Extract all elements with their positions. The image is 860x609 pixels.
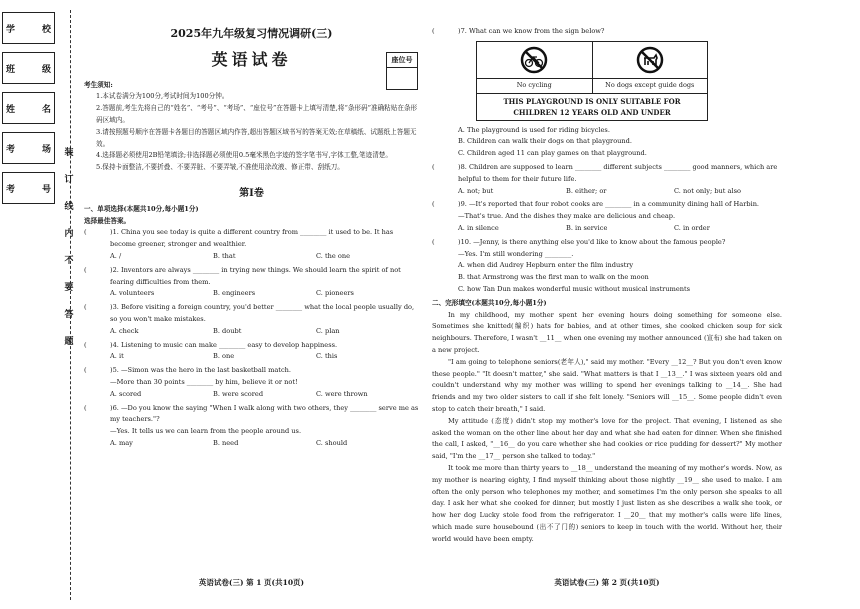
playground-sign — [476, 41, 708, 121]
question-options — [84, 251, 419, 263]
option[interactable]: A. check — [110, 326, 139, 335]
question-line: —Yes. I'm still wondering ________. — [458, 249, 574, 258]
note-item: 2.答题前,考生先将自己的“姓名”、“考号”、“考场”、“座位号”在答题卡上填写清楚,将“条形码”准确粘贴在条形码区域内。 — [96, 104, 418, 124]
info-row — [3, 173, 55, 204]
question — [432, 199, 782, 234]
option[interactable]: B. one — [213, 352, 235, 361]
question — [84, 340, 419, 364]
option[interactable]: C. plan — [316, 326, 340, 335]
info-row — [3, 53, 55, 84]
no-dogs-icon — [593, 42, 708, 78]
spacer — [3, 44, 55, 53]
question-stem: )2. Inventors are always ________ in trying new things. We should learn the spirit of not fearing difficulties from them. — [110, 265, 401, 286]
option[interactable]: A. scored — [110, 389, 142, 398]
questions-left — [84, 227, 419, 449]
option[interactable]: C. pioneers — [316, 289, 354, 298]
question-row — [84, 265, 419, 289]
option[interactable]: A. when did Audrey Hepburn enter the film industry — [458, 261, 634, 270]
question-stem: )4. Listening to music can make ________ easy to develop happiness. — [110, 340, 338, 349]
option[interactable]: C. Children aged 11 can play games on that playground. — [458, 149, 647, 158]
option[interactable]: A. in silence — [458, 223, 499, 232]
spacer — [3, 84, 55, 93]
sign-label-dogs: No dogs except guide dogs — [605, 80, 695, 89]
question-stem: )3. Before visiting a foreign country, you'd better ________ what the local people usually do, so you won't make mistakes. — [110, 303, 415, 323]
answer-bracket[interactable]: ( — [84, 303, 87, 312]
question-row — [84, 365, 419, 377]
info-label-char: 姓 — [6, 104, 16, 115]
option[interactable]: C. should — [316, 438, 348, 447]
cloze-paragraph: In my childhood, my mother spent her evening hours doing something for someone else. Sometimes she knitted(编织) hats for babies, and at other times, she cooked chicken soup for sick neighbours. Therefore, I wasn't __11__ when one evening my mother announced (宣布) she had taken on a new project. — [432, 310, 782, 354]
option[interactable]: A. / — [110, 251, 122, 260]
option[interactable]: A. it — [110, 352, 124, 361]
question-row — [432, 237, 782, 249]
option[interactable]: B. engineers — [213, 289, 256, 298]
option[interactable]: A. may — [110, 438, 133, 447]
binding-note: 装 订 线 内 不 要 答 题 — [64, 148, 74, 347]
info-row — [3, 93, 55, 124]
question — [84, 365, 419, 400]
note-item: 1.本试卷满分为100分,考试时间为100分钟。 — [96, 92, 229, 101]
section-1-title: 一、单项选择(本题共10分,每小题1分) — [84, 204, 199, 213]
part-1-title: 第Ⅰ卷 — [239, 187, 264, 199]
option[interactable]: C. this — [316, 352, 338, 361]
question-stem: )6. —Do you know the saying "When I walk along with two others, they ________ serve me as my teachers."? — [110, 403, 419, 424]
question-row — [84, 340, 419, 352]
question-options — [432, 223, 782, 235]
info-field[interactable] — [3, 13, 55, 44]
student-info-table — [2, 12, 55, 212]
questions-right — [432, 162, 782, 296]
question-line: —More than 30 points ________ by him, believe it or not! — [110, 377, 298, 386]
option[interactable]: C. the one — [316, 251, 351, 260]
question — [432, 237, 782, 296]
notes-title: 考生须知: — [84, 80, 113, 89]
question-7 — [432, 26, 782, 38]
option[interactable]: C. not only; but also — [674, 186, 741, 195]
seat-number-box[interactable] — [386, 52, 418, 90]
notes-list — [84, 91, 419, 174]
question-options — [84, 438, 419, 450]
question — [432, 162, 782, 197]
info-label-char: 名 — [41, 104, 51, 115]
question-stem: )7. What can we know from the sign below? — [458, 27, 605, 35]
info-label-char: 考 — [6, 144, 16, 155]
question-options — [432, 186, 782, 198]
sign-label-cycling: No cycling — [477, 79, 593, 93]
question-stem: )9. —It's reported that four robot cooks are ________ in a community dining hall of Harbin. — [458, 200, 760, 209]
question-line: —That's true. And the dishes they make are delicious and cheap. — [458, 212, 676, 221]
option[interactable]: B. in service — [566, 223, 608, 232]
info-field[interactable] — [3, 133, 55, 164]
info-label-char: 号 — [41, 184, 51, 195]
question — [84, 265, 419, 300]
cloze-paragraph: It took me more than thirty years to __18__ understand the meaning of my mother's words. Now, as my mother is nearing eighty, I find myself thinking about those nightly __19__ she used to make. I am often the only person who telephones my mother, and sometimes I'm the only person she speaks to all day. I ask her what she cooked for dinner, but mostly I just listen as she describes a walk she took, or how her dog Lucky stole food from the refrigerator. I __20__ that my mother's calls were life lines, which made sure housebound (出不了门的) seniors to keep in touch with the world. Without her, their world would have been empty. — [432, 463, 782, 543]
question-stem: )5. —Simon was the hero in the last basketball match. — [110, 366, 291, 375]
info-label-char: 级 — [41, 64, 51, 75]
exam-title: 2025年九年级复习情况调研(三) — [170, 27, 333, 40]
page-2 — [432, 0, 782, 609]
option[interactable]: A. volunteers — [110, 289, 155, 298]
info-label-char: 考 — [6, 184, 16, 195]
section-2-title: 二、完形填空(本题共10分,每小题1分) — [432, 298, 547, 307]
no-cycling-icon — [477, 42, 593, 78]
spacer — [3, 204, 55, 213]
spacer — [3, 164, 55, 173]
page-footer: 英语试卷(三) 第 2 页(共10页) — [554, 578, 660, 588]
option[interactable]: A. not; but — [458, 186, 494, 195]
answer-bracket[interactable]: ( — [432, 27, 435, 35]
option[interactable]: B. either; or — [566, 186, 607, 195]
question-row — [432, 162, 782, 186]
question — [84, 227, 419, 262]
question-options — [84, 351, 419, 363]
option[interactable]: B. Children can walk their dogs on that playground. — [458, 137, 632, 146]
question-options — [432, 260, 782, 295]
option[interactable]: B. that — [213, 251, 236, 260]
sign-text-line: CHILDREN 12 YEARS OLD AND UNDER — [513, 107, 671, 117]
option[interactable]: B. that Armstrong was the first man to walk on the moon — [458, 273, 649, 282]
question-row — [84, 302, 419, 326]
info-row — [3, 133, 55, 164]
question-options — [84, 389, 419, 401]
page-1 — [84, 0, 419, 609]
option[interactable]: B. need — [213, 438, 239, 447]
sign-text-line: THIS PLAYGROUND IS ONLY SUITABLE FOR — [503, 96, 681, 106]
spacer — [3, 124, 55, 133]
option[interactable]: B. doubt — [213, 326, 242, 335]
option[interactable]: A. The playground is used for riding bicycles. — [458, 125, 610, 134]
info-field[interactable] — [3, 53, 55, 84]
answer-bracket[interactable]: ( — [84, 228, 87, 237]
question-row — [84, 403, 419, 427]
cloze-passage — [432, 310, 782, 546]
answer-bracket[interactable]: ( — [84, 265, 87, 274]
exam-subject: 英语试卷 — [211, 49, 292, 69]
note-item: 5.保持卡面整洁,不要折叠、不要弄脏、不要弄皱,不准使用涂改液、修正带、刮纸刀。 — [96, 163, 344, 172]
option[interactable]: B. were scored — [213, 389, 264, 398]
question-row — [84, 227, 419, 251]
info-label-char: 场 — [41, 144, 51, 155]
option[interactable]: C. were thrown — [316, 389, 368, 398]
answer-bracket[interactable]: ( — [84, 340, 87, 349]
info-label-char: 学 — [6, 24, 16, 35]
question-options — [84, 288, 419, 300]
question-stem: )10. —Jenny, is there anything else you'd like to know about the famous people? — [458, 237, 726, 246]
info-label-char: 校 — [41, 24, 51, 35]
seat-number-label: 座位号 — [387, 53, 417, 68]
question — [84, 403, 419, 450]
cloze-paragraph: "I am going to telephone seniors(老年人)," said my mother. "Every __12__? But you don't even know these people." "It doesn't matter," she said. "What matters is that I __13__." I was sixteen years old and couldn't understand why my mother was willing to spend her evenings talking to __14__. She had friends and my two older sisters to call if she felt lonely. "Seniors will __15__. Some people didn't even stop to catch their breath," I said. — [432, 357, 782, 413]
answer-bracket[interactable]: ( — [84, 403, 87, 412]
question-line: —Yes. It tells us we can learn from the people around us. — [110, 427, 302, 436]
answer-bracket[interactable]: ( — [432, 237, 435, 246]
question-options — [84, 326, 419, 338]
answer-bracket[interactable]: ( — [432, 200, 435, 209]
binding-sidebar — [0, 0, 62, 609]
answer-bracket[interactable]: ( — [84, 366, 87, 375]
question-stem: )1. China you see today is quite a different country from ________ it used to be. It has become greener, stronger and wealthier. — [110, 228, 394, 249]
info-row — [3, 13, 55, 44]
answer-bracket[interactable]: ( — [432, 162, 435, 171]
info-field[interactable] — [3, 93, 55, 124]
option[interactable]: C. how Tan Dun makes wonderful music without musical instruments — [458, 284, 691, 293]
note-item: 3.请按照题号顺序在答题卡各题目的答题区域内作答,超出答题区域书写的答案无效;在草稿纸、试题纸上答题无效。 — [96, 127, 417, 148]
page-footer: 英语试卷(三) 第 1 页(共10页) — [198, 578, 305, 588]
info-field[interactable] — [3, 173, 55, 204]
question-row — [432, 199, 782, 211]
cloze-paragraph: My attitude (态度) didn't stop my mother's love for the project. That evening, I listened as she asked the woman on the other line about her day and what she had eaten for dinner. When she finished the call, I asked, "__16__ do you care whether she had cookies or rice pudding for dessert?" My mother said, "I'm the __17__ person she talked to today." — [432, 416, 782, 461]
option[interactable]: C. in order — [674, 223, 710, 232]
question-stem: )8. Children are supposed to learn ________ different subjects ________ good manners, which are helpful to them for their future life. — [458, 162, 778, 183]
note-item: 4.选择题必须使用2B铅笔填涂;非选择题必须使用0.5毫米黑色字迹的签字笔书写,字体工整,笔迹清楚。 — [96, 151, 392, 160]
info-label-char: 班 — [6, 64, 16, 75]
question-7-options — [432, 125, 782, 160]
section-1-instruction: 选择最佳答案。 — [84, 216, 131, 225]
question — [84, 302, 419, 337]
